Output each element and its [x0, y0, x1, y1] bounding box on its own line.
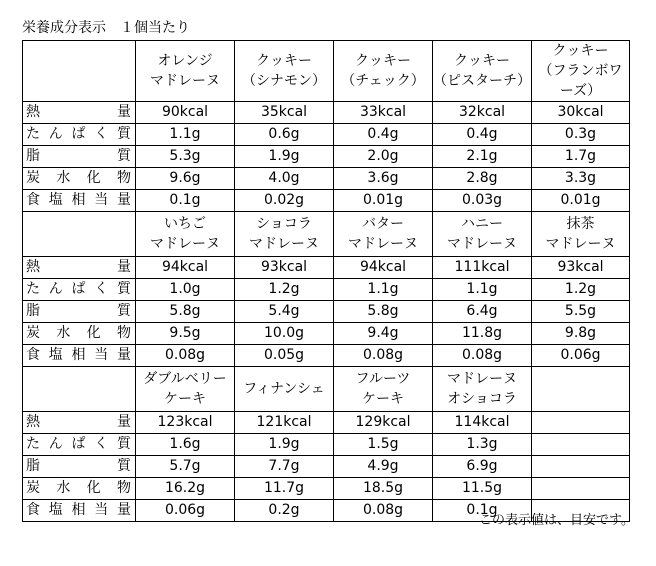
product-name: クッキー （ピスターチ） — [433, 53, 531, 89]
product-name: ダブルベリー ケーキ — [143, 371, 227, 407]
nutrient-value: 5.8g — [136, 301, 235, 323]
product-name: いちご マドレーヌ — [150, 216, 220, 252]
corner-cell — [23, 367, 136, 412]
nutrient-value: 0.08g — [136, 345, 235, 367]
nutrient-value: 1.1g — [433, 279, 532, 301]
nutrient-label-char: 炭 — [26, 325, 40, 341]
nutrient-value: 7.7g — [235, 456, 334, 478]
nutrient-label-char: 量 — [117, 104, 131, 120]
nutrient-row — [23, 412, 630, 434]
nutrient-value: 0.08g — [334, 500, 433, 522]
nutrient-row — [23, 146, 630, 168]
nutrient-value: 4.9g — [334, 456, 433, 478]
nutrient-value: 11.7g — [235, 478, 334, 500]
nutrient-label — [23, 257, 136, 279]
nutrient-value — [532, 456, 630, 478]
nutrient-row — [23, 102, 630, 124]
nutrition-table — [22, 40, 630, 522]
nutrient-label-char: 熱 — [26, 259, 40, 275]
nutrient-value: 33kcal — [334, 102, 433, 124]
nutrient-value: 2.8g — [433, 168, 532, 190]
nutrient-label-char: 熱 — [26, 104, 40, 120]
nutrient-label-char: ん — [48, 436, 63, 452]
nutrient-label-char: 質 — [117, 126, 131, 142]
nutrient-value: 111kcal — [433, 257, 532, 279]
nutrient-value: 93kcal — [235, 257, 334, 279]
nutrient-value: 0.01g — [334, 190, 433, 212]
nutrient-label — [23, 323, 136, 345]
nutrient-value: 9.8g — [532, 323, 630, 345]
nutrient-label — [23, 190, 136, 212]
nutrient-value: 94kcal — [334, 257, 433, 279]
nutrient-value: 0.03g — [433, 190, 532, 212]
nutrient-value: 0.4g — [334, 124, 433, 146]
nutrient-label — [23, 301, 136, 323]
product-name-cell — [433, 212, 532, 257]
nutrient-value: 5.8g — [334, 301, 433, 323]
nutrition-table-body — [23, 41, 630, 522]
nutrient-label-char: 質 — [117, 281, 131, 297]
nutrient-value: 1.6g — [136, 434, 235, 456]
nutrient-value: 5.7g — [136, 456, 235, 478]
product-header-row — [23, 212, 630, 257]
nutrient-value: 5.5g — [532, 301, 630, 323]
nutrient-value: 9.5g — [136, 323, 235, 345]
nutrient-label-char: ん — [48, 281, 63, 297]
nutrient-label — [23, 102, 136, 124]
nutrient-value: 6.4g — [433, 301, 532, 323]
nutrient-value: 0.6g — [235, 124, 334, 146]
nutrient-label-char: 相 — [71, 192, 86, 208]
nutrient-label-char: 当 — [94, 502, 109, 518]
nutrient-label-char: 脂 — [26, 458, 40, 474]
nutrient-value: 10.0g — [235, 323, 334, 345]
nutrient-value: 9.6g — [136, 168, 235, 190]
nutrient-label-char: 質 — [117, 458, 131, 474]
product-name-cell — [334, 212, 433, 257]
nutrient-value: 18.5g — [334, 478, 433, 500]
nutrient-label-char: 炭 — [26, 480, 40, 496]
product-name: バター マドレーヌ — [348, 216, 418, 252]
product-name: フルーツ ケーキ — [355, 371, 411, 407]
nutrient-value: 0.1g — [136, 190, 235, 212]
nutrient-value: 0.08g — [334, 345, 433, 367]
nutrient-value: 0.01g — [532, 190, 630, 212]
nutrient-label-char: 塩 — [48, 347, 63, 363]
nutrient-label-char: 脂 — [26, 303, 40, 319]
corner-cell — [23, 41, 136, 102]
nutrient-row — [23, 257, 630, 279]
nutrient-row — [23, 323, 630, 345]
nutrient-label-char: 相 — [71, 347, 86, 363]
nutrient-value: 1.9g — [235, 146, 334, 168]
nutrient-value: 32kcal — [433, 102, 532, 124]
nutrient-label — [23, 345, 136, 367]
nutrient-value: 5.3g — [136, 146, 235, 168]
nutrient-label-char: 食 — [26, 192, 40, 208]
footnote: この表示値は、目安です。 — [479, 513, 634, 528]
nutrient-label-char: 量 — [117, 259, 131, 275]
nutrient-value: 6.9g — [433, 456, 532, 478]
product-name-cell — [433, 367, 532, 412]
nutrient-value: 123kcal — [136, 412, 235, 434]
nutrient-value: 1.7g — [532, 146, 630, 168]
nutrient-label-char: 相 — [71, 502, 86, 518]
nutrient-value — [532, 412, 630, 434]
nutrient-label-char: た — [26, 281, 40, 297]
product-name-cell — [136, 367, 235, 412]
product-name: オレンジ マドレーヌ — [150, 53, 220, 89]
nutrient-value: 1.2g — [532, 279, 630, 301]
nutrient-value: 0.3g — [532, 124, 630, 146]
nutrient-value: 11.8g — [433, 323, 532, 345]
nutrient-label-char: 量 — [117, 502, 131, 518]
nutrient-label-char: 塩 — [48, 192, 63, 208]
nutrient-label-char: 質 — [117, 303, 131, 319]
nutrient-label — [23, 456, 136, 478]
product-name: フィナンシェ — [243, 381, 325, 397]
product-name-cell — [532, 367, 630, 412]
product-name-cell — [235, 41, 334, 102]
nutrient-label-char: 水 — [56, 325, 71, 341]
nutrient-row — [23, 301, 630, 323]
nutrient-value: 3.6g — [334, 168, 433, 190]
nutrient-row — [23, 456, 630, 478]
nutrient-label-char: 質 — [117, 436, 131, 452]
product-header-row — [23, 41, 630, 102]
nutrient-value: 1.1g — [136, 124, 235, 146]
nutrient-label — [23, 434, 136, 456]
nutrient-value: 30kcal — [532, 102, 630, 124]
nutrient-label-char: ぱ — [71, 436, 86, 452]
corner-cell — [23, 212, 136, 257]
nutrient-label-char: く — [94, 126, 109, 142]
nutrient-value: 16.2g — [136, 478, 235, 500]
nutrient-label — [23, 478, 136, 500]
nutrient-label-char: 食 — [26, 502, 40, 518]
nutrient-label — [23, 279, 136, 301]
nutrient-value: 2.1g — [433, 146, 532, 168]
nutrient-label-char: た — [26, 436, 40, 452]
nutrient-label-char: ぱ — [71, 126, 86, 142]
nutrient-label-char: 塩 — [48, 502, 63, 518]
product-name-cell — [532, 212, 630, 257]
nutrient-label-char: 熱 — [26, 414, 40, 430]
nutrient-label — [23, 412, 136, 434]
nutrient-value: 5.4g — [235, 301, 334, 323]
product-name: マドレーヌ オショコラ — [447, 371, 517, 407]
nutrient-label-char: ん — [48, 126, 63, 142]
nutrient-row — [23, 434, 630, 456]
nutrient-label-char: 化 — [86, 480, 101, 496]
nutrient-label — [23, 146, 136, 168]
nutrient-value: 1.5g — [334, 434, 433, 456]
nutrient-label-char: 物 — [116, 170, 131, 186]
product-name-cell — [136, 212, 235, 257]
product-name-cell — [136, 41, 235, 102]
product-name-cell — [433, 41, 532, 102]
nutrient-value: 0.06g — [136, 500, 235, 522]
nutrient-row — [23, 345, 630, 367]
product-name: クッキー （シナモン） — [242, 53, 326, 89]
product-name: クッキー （チェック） — [341, 53, 425, 89]
nutrient-value: 4.0g — [235, 168, 334, 190]
product-name-cell — [334, 367, 433, 412]
nutrient-label-char: ぱ — [71, 281, 86, 297]
nutrient-label-char: 食 — [26, 347, 40, 363]
nutrient-label-char: 炭 — [26, 170, 40, 186]
nutrient-value: 94kcal — [136, 257, 235, 279]
nutrient-value: 0.05g — [235, 345, 334, 367]
nutrient-value: 0.08g — [433, 345, 532, 367]
nutrient-value: 1.0g — [136, 279, 235, 301]
nutrient-label-char: 当 — [94, 347, 109, 363]
nutrient-value: 0.1g — [433, 500, 532, 522]
nutrient-row — [23, 124, 630, 146]
nutrient-row — [23, 279, 630, 301]
nutrient-value: 11.5g — [433, 478, 532, 500]
nutrient-value: 121kcal — [235, 412, 334, 434]
page-title: 栄養成分表示 １個当たり — [22, 20, 190, 36]
nutrient-label-char: 質 — [117, 148, 131, 164]
nutrient-value: 1.2g — [235, 279, 334, 301]
nutrient-value: 1.1g — [334, 279, 433, 301]
nutrient-value: 3.3g — [532, 168, 630, 190]
nutrient-label-char: 量 — [117, 192, 131, 208]
nutrient-value: 129kcal — [334, 412, 433, 434]
product-name-cell — [235, 212, 334, 257]
nutrient-label-char: た — [26, 126, 40, 142]
nutrient-label-char: 脂 — [26, 148, 40, 164]
nutrient-label — [23, 500, 136, 522]
nutrient-label-char: 化 — [86, 325, 101, 341]
nutrient-value: 0.2g — [235, 500, 334, 522]
product-name: 抹茶 マドレーヌ — [545, 216, 616, 252]
nutrient-value: 1.3g — [433, 434, 532, 456]
nutrient-label — [23, 124, 136, 146]
product-name: ショコラ マドレーヌ — [249, 216, 319, 252]
nutrient-value: 1.9g — [235, 434, 334, 456]
nutrient-label-char: く — [94, 436, 109, 452]
nutrient-value — [532, 478, 630, 500]
product-header-row — [23, 367, 630, 412]
nutrient-value: 90kcal — [136, 102, 235, 124]
nutrient-row — [23, 478, 630, 500]
nutrient-label-char: 物 — [116, 325, 131, 341]
nutrient-label-char: 当 — [94, 192, 109, 208]
nutrient-label-char: く — [94, 281, 109, 297]
product-name-cell — [334, 41, 433, 102]
nutrient-label-char: 物 — [116, 480, 131, 496]
nutrient-value: 9.4g — [334, 323, 433, 345]
nutrient-value: 93kcal — [532, 257, 630, 279]
nutrient-label-char: 量 — [117, 414, 131, 430]
nutrient-label-char: 量 — [117, 347, 131, 363]
product-name: クッキー （フランボワーズ） — [538, 43, 623, 99]
nutrient-label-char: 水 — [56, 480, 71, 496]
product-name: ハニー マドレーヌ — [447, 216, 517, 252]
nutrient-value: 114kcal — [433, 412, 532, 434]
product-name-cell — [235, 367, 334, 412]
nutrient-value: 0.4g — [433, 124, 532, 146]
nutrient-label-char: 化 — [86, 170, 101, 186]
nutrient-value: 0.06g — [532, 345, 630, 367]
nutrient-value: 35kcal — [235, 102, 334, 124]
nutrient-label-char: 水 — [56, 170, 71, 186]
product-name-cell — [532, 41, 630, 102]
nutrient-label — [23, 168, 136, 190]
nutrient-row — [23, 168, 630, 190]
nutrient-row — [23, 190, 630, 212]
nutrient-value: 0.02g — [235, 190, 334, 212]
nutrient-value — [532, 434, 630, 456]
nutrient-value: 2.0g — [334, 146, 433, 168]
